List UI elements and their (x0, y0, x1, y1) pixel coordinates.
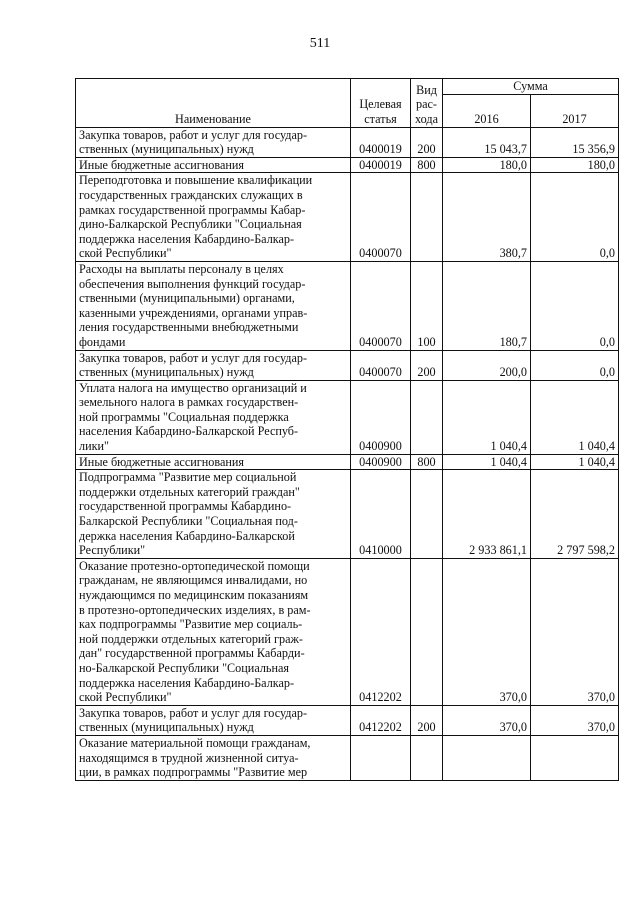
row-name: Закупка товаров, работ и услуг для государ- ственных (муниципальных) нужд (76, 350, 351, 380)
header-sum: Сумма (443, 79, 619, 95)
row-sum-2016: 200,0 (443, 350, 531, 380)
row-kind (411, 735, 443, 780)
row-sum-2017: 15 356,9 (531, 127, 619, 157)
row-sum-2017: 370,0 (531, 705, 619, 735)
table-row (76, 735, 619, 780)
header-year-2017: 2017 (531, 94, 619, 127)
header-kind: Вид рас- хода (411, 79, 443, 128)
row-name: Иные бюджетные ассигнования (76, 157, 351, 173)
row-sum-2017: 180,0 (531, 157, 619, 173)
row-name: Закупка товаров, работ и услуг для государ- ственных (муниципальных) нужд (76, 127, 351, 157)
row-code: 0400019 (351, 157, 411, 173)
row-kind: 200 (411, 705, 443, 735)
header-year-2016: 2016 (443, 94, 531, 127)
row-code: 0400900 (351, 454, 411, 470)
row-sum-2017: 1 040,4 (531, 454, 619, 470)
row-name: Переподготовка и повышение квалификации государственных гражданских служащих в рамках государственной программы Кабар- дино-Балкарской Республики "Социальная поддержка населения Кабардино-Балкар- ской Республики" (76, 173, 351, 262)
row-code: 0400900 (351, 380, 411, 454)
row-kind (411, 558, 443, 705)
row-kind: 800 (411, 157, 443, 173)
page-number: 511 (309, 36, 331, 51)
table-row (76, 705, 619, 735)
table-row (76, 454, 619, 470)
row-sum-2017: 1 040,4 (531, 380, 619, 454)
row-sum-2016: 180,7 (443, 261, 531, 350)
table-row (76, 380, 619, 454)
row-code: 0410000 (351, 470, 411, 559)
row-sum-2016: 1 040,4 (443, 380, 531, 454)
row-kind (411, 173, 443, 262)
row-sum-2016: 180,0 (443, 157, 531, 173)
row-name: Подпрограмма "Развитие мер социальной поддержки отдельных категорий граждан" государственной программы Кабардино- Балкарской Республики "Социальная под- держка населения Кабардино-Балкарской Республики" (76, 470, 351, 559)
row-kind: 200 (411, 350, 443, 380)
row-code (351, 735, 411, 780)
table-row (76, 127, 619, 157)
row-sum-2016: 15 043,7 (443, 127, 531, 157)
row-sum-2017 (531, 735, 619, 780)
row-sum-2017: 2 797 598,2 (531, 470, 619, 559)
row-sum-2016: 370,0 (443, 558, 531, 705)
row-sum-2016 (443, 735, 531, 780)
row-kind: 100 (411, 261, 443, 350)
row-code: 0412202 (351, 705, 411, 735)
table-row (76, 470, 619, 559)
table-row (76, 173, 619, 262)
row-name: Закупка товаров, работ и услуг для государ- ственных (муниципальных) нужд (76, 705, 351, 735)
row-sum-2016: 1 040,4 (443, 454, 531, 470)
row-code: 0412202 (351, 558, 411, 705)
header-code: Целевая статья (351, 79, 411, 128)
row-kind: 800 (411, 454, 443, 470)
row-sum-2016: 380,7 (443, 173, 531, 262)
row-kind (411, 380, 443, 454)
row-sum-2017: 0,0 (531, 350, 619, 380)
row-name: Уплата налога на имущество организаций и земельного налога в рамках государствен- ной программы "Социальная поддержка населения Кабардино-Балкарской Респуб- лики" (76, 380, 351, 454)
row-name: Оказание материальной помощи гражданам, находящимся в трудной жизненной ситуа- ции, в рамках подпрограммы "Развитие мер (76, 735, 351, 780)
row-code: 0400070 (351, 173, 411, 262)
row-name: Иные бюджетные ассигнования (76, 454, 351, 470)
budget-table (75, 78, 619, 781)
row-code: 0400019 (351, 127, 411, 157)
row-sum-2016: 2 933 861,1 (443, 470, 531, 559)
row-sum-2017: 0,0 (531, 261, 619, 350)
row-kind: 200 (411, 127, 443, 157)
table-row (76, 261, 619, 350)
row-sum-2017: 0,0 (531, 173, 619, 262)
row-code: 0400070 (351, 350, 411, 380)
row-kind (411, 470, 443, 559)
row-sum-2016: 370,0 (443, 705, 531, 735)
header-name: Наименование (76, 79, 351, 128)
table-row (76, 350, 619, 380)
row-code: 0400070 (351, 261, 411, 350)
table-row (76, 157, 619, 173)
row-name: Оказание протезно-ортопедической помощи гражданам, не являющимся инвалидами, но нуждающимся по медицинским показаниям в протезно-ортопедических изделиях, в рам- ках подпрограммы "Развитие мер социаль- ной поддержки отдельных категорий граж- дан" государственной программы Кабарди- но-Балкарской Республики "Социальная поддержка населения Кабардино-Балкар- ской Республики" (76, 558, 351, 705)
table-row (76, 558, 619, 705)
row-name: Расходы на выплаты персоналу в целях обеспечения выполнения функций государ- ственными (муниципальными) органами, казенными учреждениями, органами управ- ления государственными внебюджетными фондами (76, 261, 351, 350)
row-sum-2017: 370,0 (531, 558, 619, 705)
